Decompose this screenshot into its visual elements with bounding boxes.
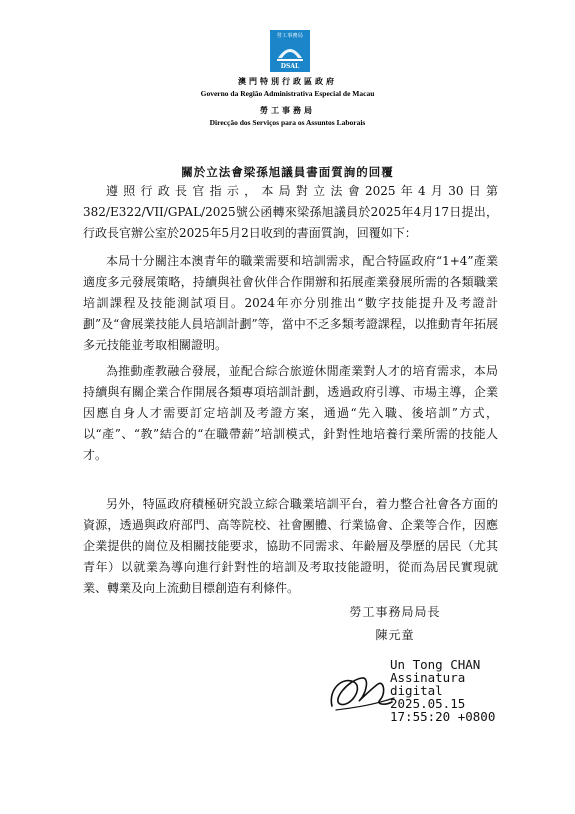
digital-signature-time: 17:55:20 +0800 (390, 709, 496, 724)
handwritten-signature (326, 660, 398, 720)
logo-title: 勞工事務局 (276, 33, 304, 39)
department-name-zh: 勞工事務局 (260, 106, 315, 115)
digital-signature-label-1: Assinatura (390, 670, 466, 685)
digital-signature-label-2: digital (390, 683, 443, 698)
government-name-pt: Governo da Região Administrativa Especial de Macau (200, 89, 375, 98)
dsal-logo (270, 30, 310, 72)
paragraph-youth-training: 本局十分關注本澳青年的職業需要和培訓需求，配合特區政府“1+4”產業適度多元發展策略，持續與社會伙伴合作開辦和拓展產業發展所需的各類職業培訓課程及技能測試項目。2024年亦分別推出“數字技能提升及考證計劃”及“會展業技能人員培訓計劃”等，當中不乏多類考證課程，以推動青年拓展多元技能並考取相關證明。 (83, 254, 498, 352)
document-title: 關於立法會梁孫旭議員書面質詢的回覆 (181, 165, 394, 179)
logo-abbreviation: DSAL (280, 63, 300, 70)
paragraph-training-platform: 另外，特區政府積極研究設立綜合職業培訓平台，着力整合社會各方面的資源，透過與政府部門、高等院校、社會團體、行業協會、企業等合作，因應企業提供的崗位及相關技能要求，協助不同需求、年齡層及學歷的居民（尤其青年）以就業為導向進行針對性的培訓及考取技能證明，從而為居民實現就業、轉業及向上流動目標創造有利條件。 (83, 497, 498, 595)
government-name-zh: 澳門特別行政區政府 (238, 77, 337, 86)
digital-signature-name: Un Tong CHAN (390, 657, 481, 672)
digital-signature-date: 2025.05.15 (390, 696, 466, 711)
signatory-name: 陳元童 (375, 628, 415, 642)
signatory-position: 勞工事務局局長 (349, 605, 441, 619)
department-name-pt: Direcção dos Serviços para os Assuntos Laborais (209, 118, 366, 127)
paragraph-industry-education: 為推動產教融合發展，並配合綜合旅遊休閒產業對人才的培育需求，本局持續與有關企業合作開展各類專項培訓計劃，透過政府引導、市場主導，企業因應自身人才需要訂定培訓及考證方案，通過“先入職、後培訓”方式，以“產”、“教”結合的“在職帶薪”培訓模式，針對性地培養行業所需的技能人才。 (83, 364, 498, 462)
paragraph-intro: 遵照行政長官指示，本局對立法會2025年4月30日第382/E322/VII/GPAL/2025號公函轉來梁孫旭議員於2025年4月17日提出，行政長官辦公室於2025年5月2日收到的書面質詢，回覆如下： (83, 184, 498, 240)
